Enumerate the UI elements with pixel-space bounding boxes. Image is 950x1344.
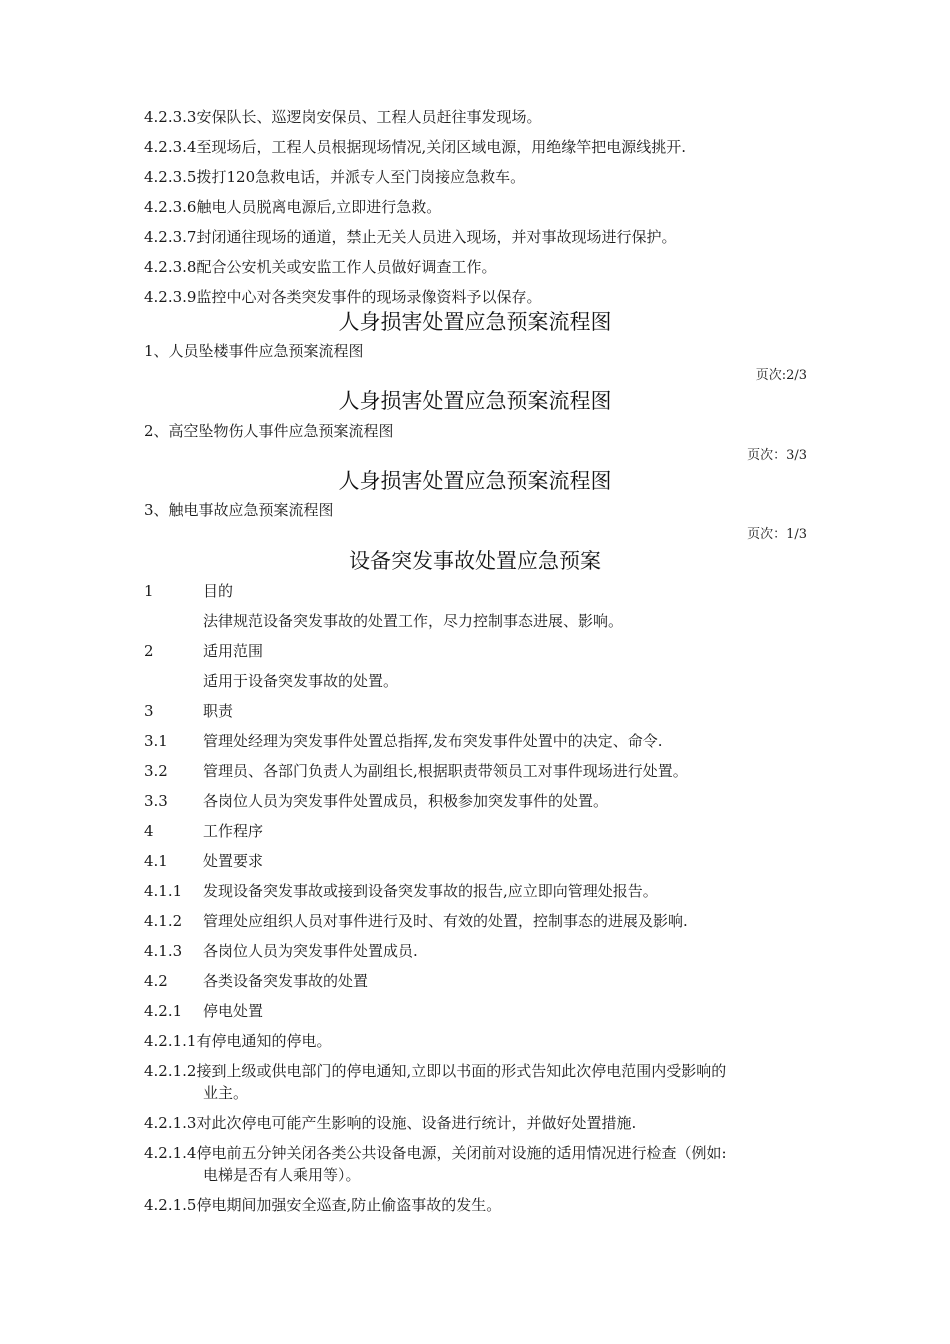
page-number-2: 页次：3/3 [747, 448, 807, 463]
flowchart-subtitle-2: 2、高空坠物伤人事件应急预案流程图 [144, 422, 394, 440]
plan-line: 适用于设备突发事故的处置。 [203, 672, 399, 690]
flowchart-heading-3: 人身损害处置应急预案流程图 [338, 469, 612, 493]
plan-line: 3.2 管理员、各部门负责人为副组长,根据职责带领员工对事件现场进行处置。 [144, 762, 688, 780]
plan-line: 4.1.1 发现设备突发事故或接到设备突发事故的报告,应立即向管理处报告。 [144, 882, 658, 900]
plan-line: 4 工作程序 [144, 822, 264, 840]
clause-4-2-1-1: 4.2.1.1有停电通知的停电。 [144, 1032, 332, 1050]
clause-4-2-1-3: 4.2.1.3对此次停电可能产生影响的设施、设备进行统计，并做好处置措施. [144, 1114, 637, 1132]
plan-line: 4.1.2 管理处应组织人员对事件进行及时、有效的处置，控制事态的进展及影响. [144, 912, 688, 930]
clause-4-2-3-6: 4.2.3.6触电人员脱离电源后,立即进行急救。 [144, 198, 442, 216]
plan-line: 3.1 管理处经理为突发事件处置总指挥,发布突发事件处置中的决定、命令. [144, 732, 663, 750]
clause-4-2-3-9: 4.2.3.9监控中心对各类突发事件的现场录像资料予以保存。 [144, 288, 542, 306]
plan-line: 1 目的 [144, 582, 234, 600]
plan-line: 4.2.1 停电处置 [144, 1002, 264, 1020]
plan-line: 4.2 各类设备突发事故的处置 [144, 972, 369, 990]
plan-line: 3.3 各岗位人员为突发事件处置成员，积极参加突发事件的处置。 [144, 792, 609, 810]
clause-4-2-3-5: 4.2.3.5拨打120急救电话，并派专人至门岗接应急救车。 [144, 168, 526, 186]
page-number-1: 页次:2/3 [755, 368, 807, 383]
clause-4-2-1-4-continuation: 电梯是否有人乘用等）。 [203, 1166, 361, 1184]
clause-4-2-3-8: 4.2.3.8配合公安机关或安监工作人员做好调查工作。 [144, 258, 497, 276]
page-number-3: 页次：1/3 [747, 527, 807, 542]
clause-4-2-1-5: 4.2.1.5停电期间加强安全巡查,防止偷盗事故的发生。 [144, 1196, 502, 1214]
plan-line: 4.1 处置要求 [144, 852, 264, 870]
flowchart-subtitle-3: 3、触电事故应急预案流程图 [144, 501, 334, 519]
flowchart-heading-2: 人身损害处置应急预案流程图 [338, 389, 612, 413]
clause-4-2-3-7: 4.2.3.7封闭通往现场的通道，禁止无关人员进入现场，并对事故现场进行保护。 [144, 228, 677, 246]
plan-line: 4.1.3 各岗位人员为突发事件处置成员. [144, 942, 418, 960]
clause-4-2-3-3: 4.2.3.3安保队长、巡逻岗安保员、工程人员赶往事发现场。 [144, 108, 542, 126]
clause-4-2-1-2-continuation: 业主。 [203, 1084, 249, 1102]
clause-4-2-3-4: 4.2.3.4至现场后，工程人员根据现场情况,关闭区域电源，用绝缘竿把电源线挑开. [144, 138, 687, 156]
flowchart-heading-1: 人身损害处置应急预案流程图 [338, 310, 612, 334]
clause-4-2-1-4: 4.2.1.4停电前五分钟关闭各类公共设备电源，关闭前对设施的适用情况进行检查（例如: [144, 1144, 727, 1162]
plan-line: 2 适用范围 [144, 642, 264, 660]
plan-line: 法律规范设备突发事故的处置工作，尽力控制事态进展、影响。 [203, 612, 624, 630]
plan-title: 设备突发事故处置应急预案 [349, 549, 601, 573]
flowchart-subtitle-1: 1、人员坠楼事件应急预案流程图 [144, 342, 364, 360]
plan-line: 3 职责 [144, 702, 234, 720]
clause-4-2-1-2: 4.2.1.2接到上级或供电部门的停电通知,立即以书面的形式告知此次停电范围内受影响的 [144, 1062, 727, 1080]
